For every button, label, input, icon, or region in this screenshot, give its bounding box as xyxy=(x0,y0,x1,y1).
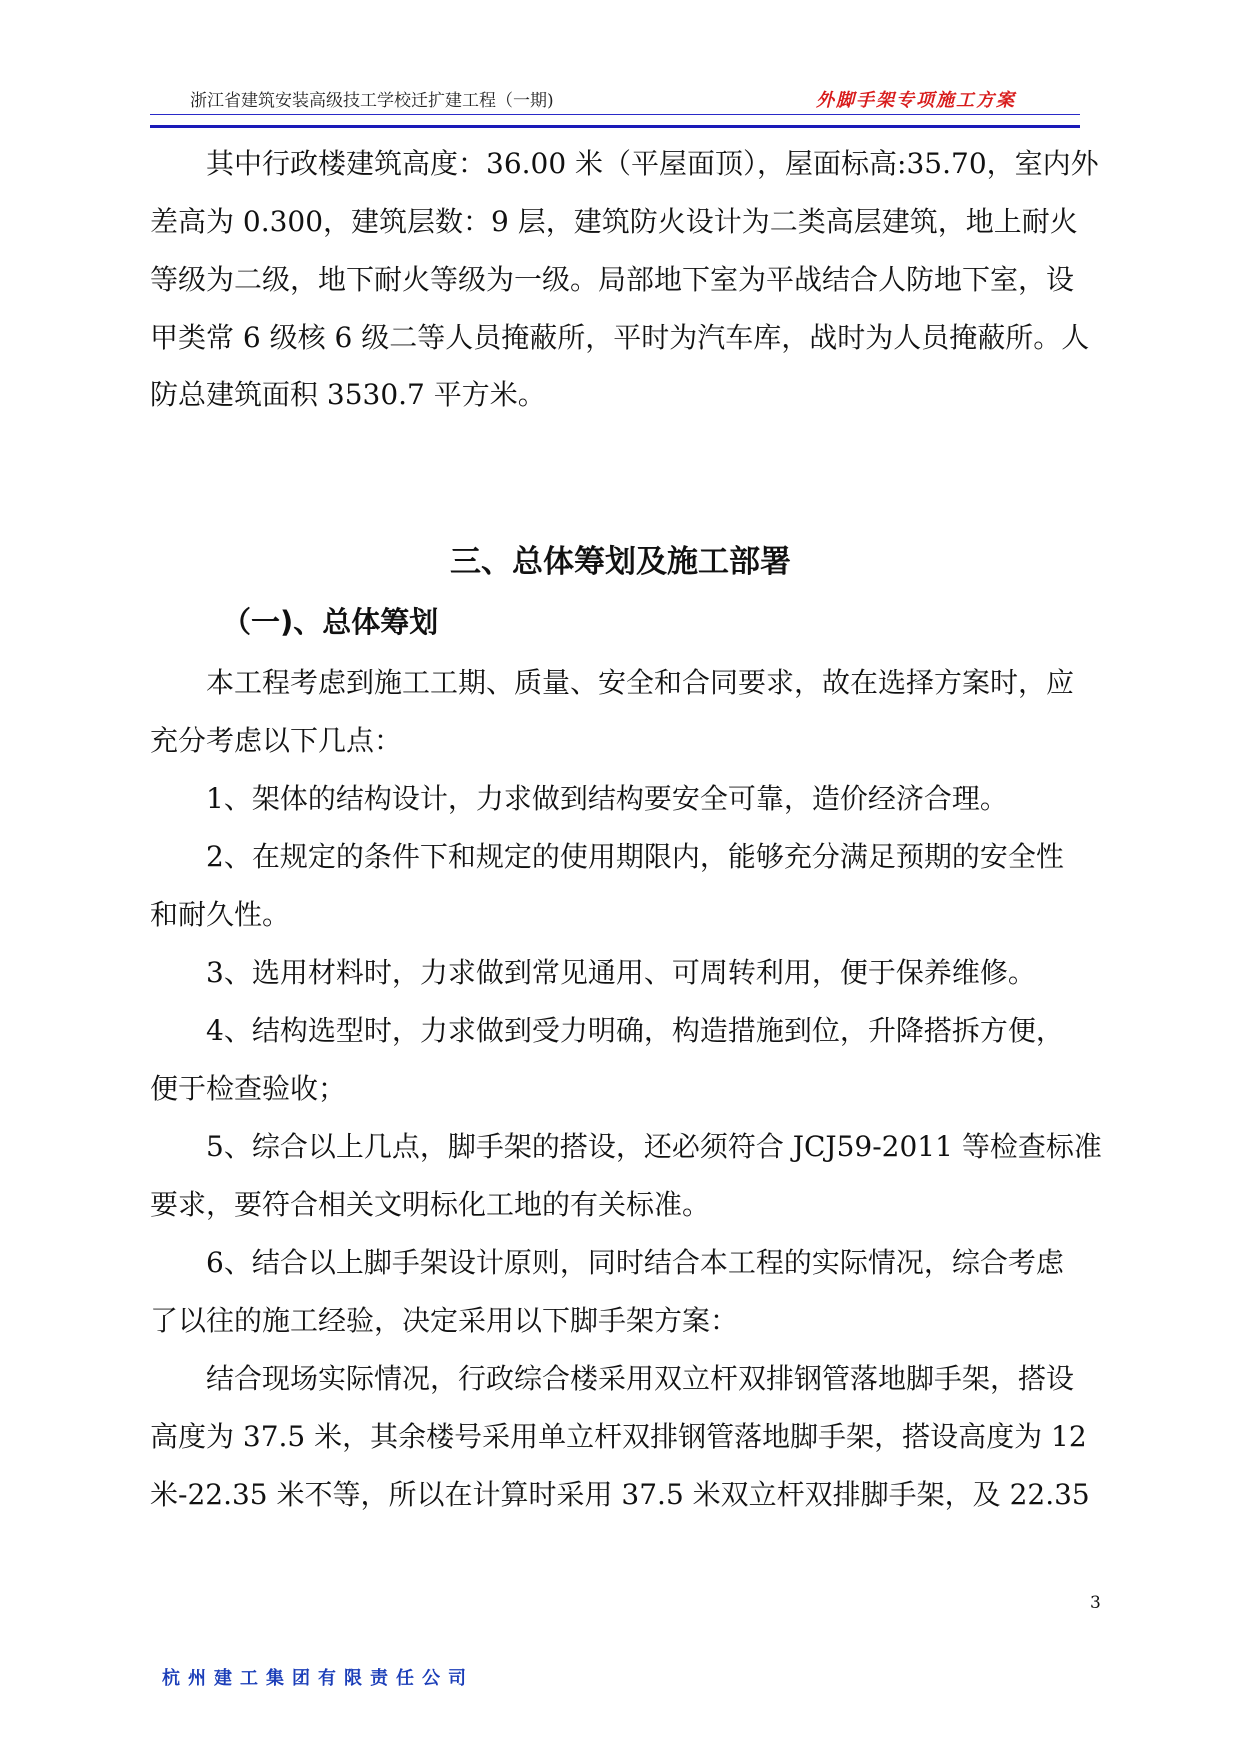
text-line: 其中行政楼建筑高度：36.00 米（平屋面顶），屋面标高:35.70，室内外 xyxy=(150,147,1099,180)
text-line: 便于检查验收； xyxy=(150,1072,347,1105)
text-line: 结合现场实际情况，行政综合楼采用双立杆双排钢管落地脚手架，搭设 xyxy=(150,1362,1075,1395)
page-number: 3 xyxy=(1090,1593,1101,1613)
header-document-title: 外脚手架专项施工方案 xyxy=(816,90,1016,111)
text-line: 6、结合以上脚手架设计原则，同时结合本工程的实际情况，综合考虑 xyxy=(150,1246,1064,1279)
text-line: 本工程考虑到施工工期、质量、安全和合同要求，故在选择方案时，应 xyxy=(150,666,1075,699)
text-line: 甲类常 6 级核 6 级二等人员掩蔽所，平时为汽车库，战时为人员掩蔽所。人 xyxy=(150,321,1090,354)
text-line: 高度为 37.5 米，其余楼号采用单立杆双排钢管落地脚手架，搭设高度为 12 xyxy=(150,1420,1087,1453)
text-line: 4、结构选型时，力求做到受力明确，构造措施到位，升降搭拆方便， xyxy=(150,1014,1064,1047)
text-line: 防总建筑面积 3530.7 平方米。 xyxy=(150,378,546,411)
header-rule-thin xyxy=(150,114,1080,115)
text-line: 1、架体的结构设计，力求做到结构要安全可靠，造价经济合理。 xyxy=(150,782,1008,815)
text-line: 和耐久性。 xyxy=(150,898,291,931)
text-line: 3、选用材料时，力求做到常见通用、可周转利用，便于保养维修。 xyxy=(150,956,1036,989)
header-rule-thick xyxy=(150,125,1080,128)
text-line: 要求，要符合相关文明标化工地的有关标准。 xyxy=(150,1188,711,1221)
text-line: 米-22.35 米不等，所以在计算时采用 37.5 米双立杆双排脚手架，及 22.35 xyxy=(150,1478,1090,1511)
text-line: 充分考虑以下几点： xyxy=(150,724,403,757)
text-line: 等级为二级，地下耐火等级为一级。局部地下室为平战结合人防地下室，设 xyxy=(150,263,1075,296)
subsection-heading: （一)、总体筹划 xyxy=(222,605,439,639)
text-line: 差高为 0.300，建筑层数：9 层，建筑防火设计为二类高层建筑，地上耐火 xyxy=(150,205,1078,238)
text-line: 2、在规定的条件下和规定的使用期限内，能够充分满足预期的安全性 xyxy=(150,840,1064,873)
text-line: 了以往的施工经验，决定采用以下脚手架方案： xyxy=(150,1304,739,1337)
footer-company-name: 杭州建工集团有限责任公司 xyxy=(162,1668,474,1689)
header-project-title: 浙江省建筑安装高级技工学校迁扩建工程（一期) xyxy=(190,91,554,111)
text-line: 5、综合以上几点，脚手架的搭设，还必须符合 JCJ59-2011 等检查标准 xyxy=(150,1130,1102,1163)
section-heading: 三、总体筹划及施工部署 xyxy=(450,544,791,580)
